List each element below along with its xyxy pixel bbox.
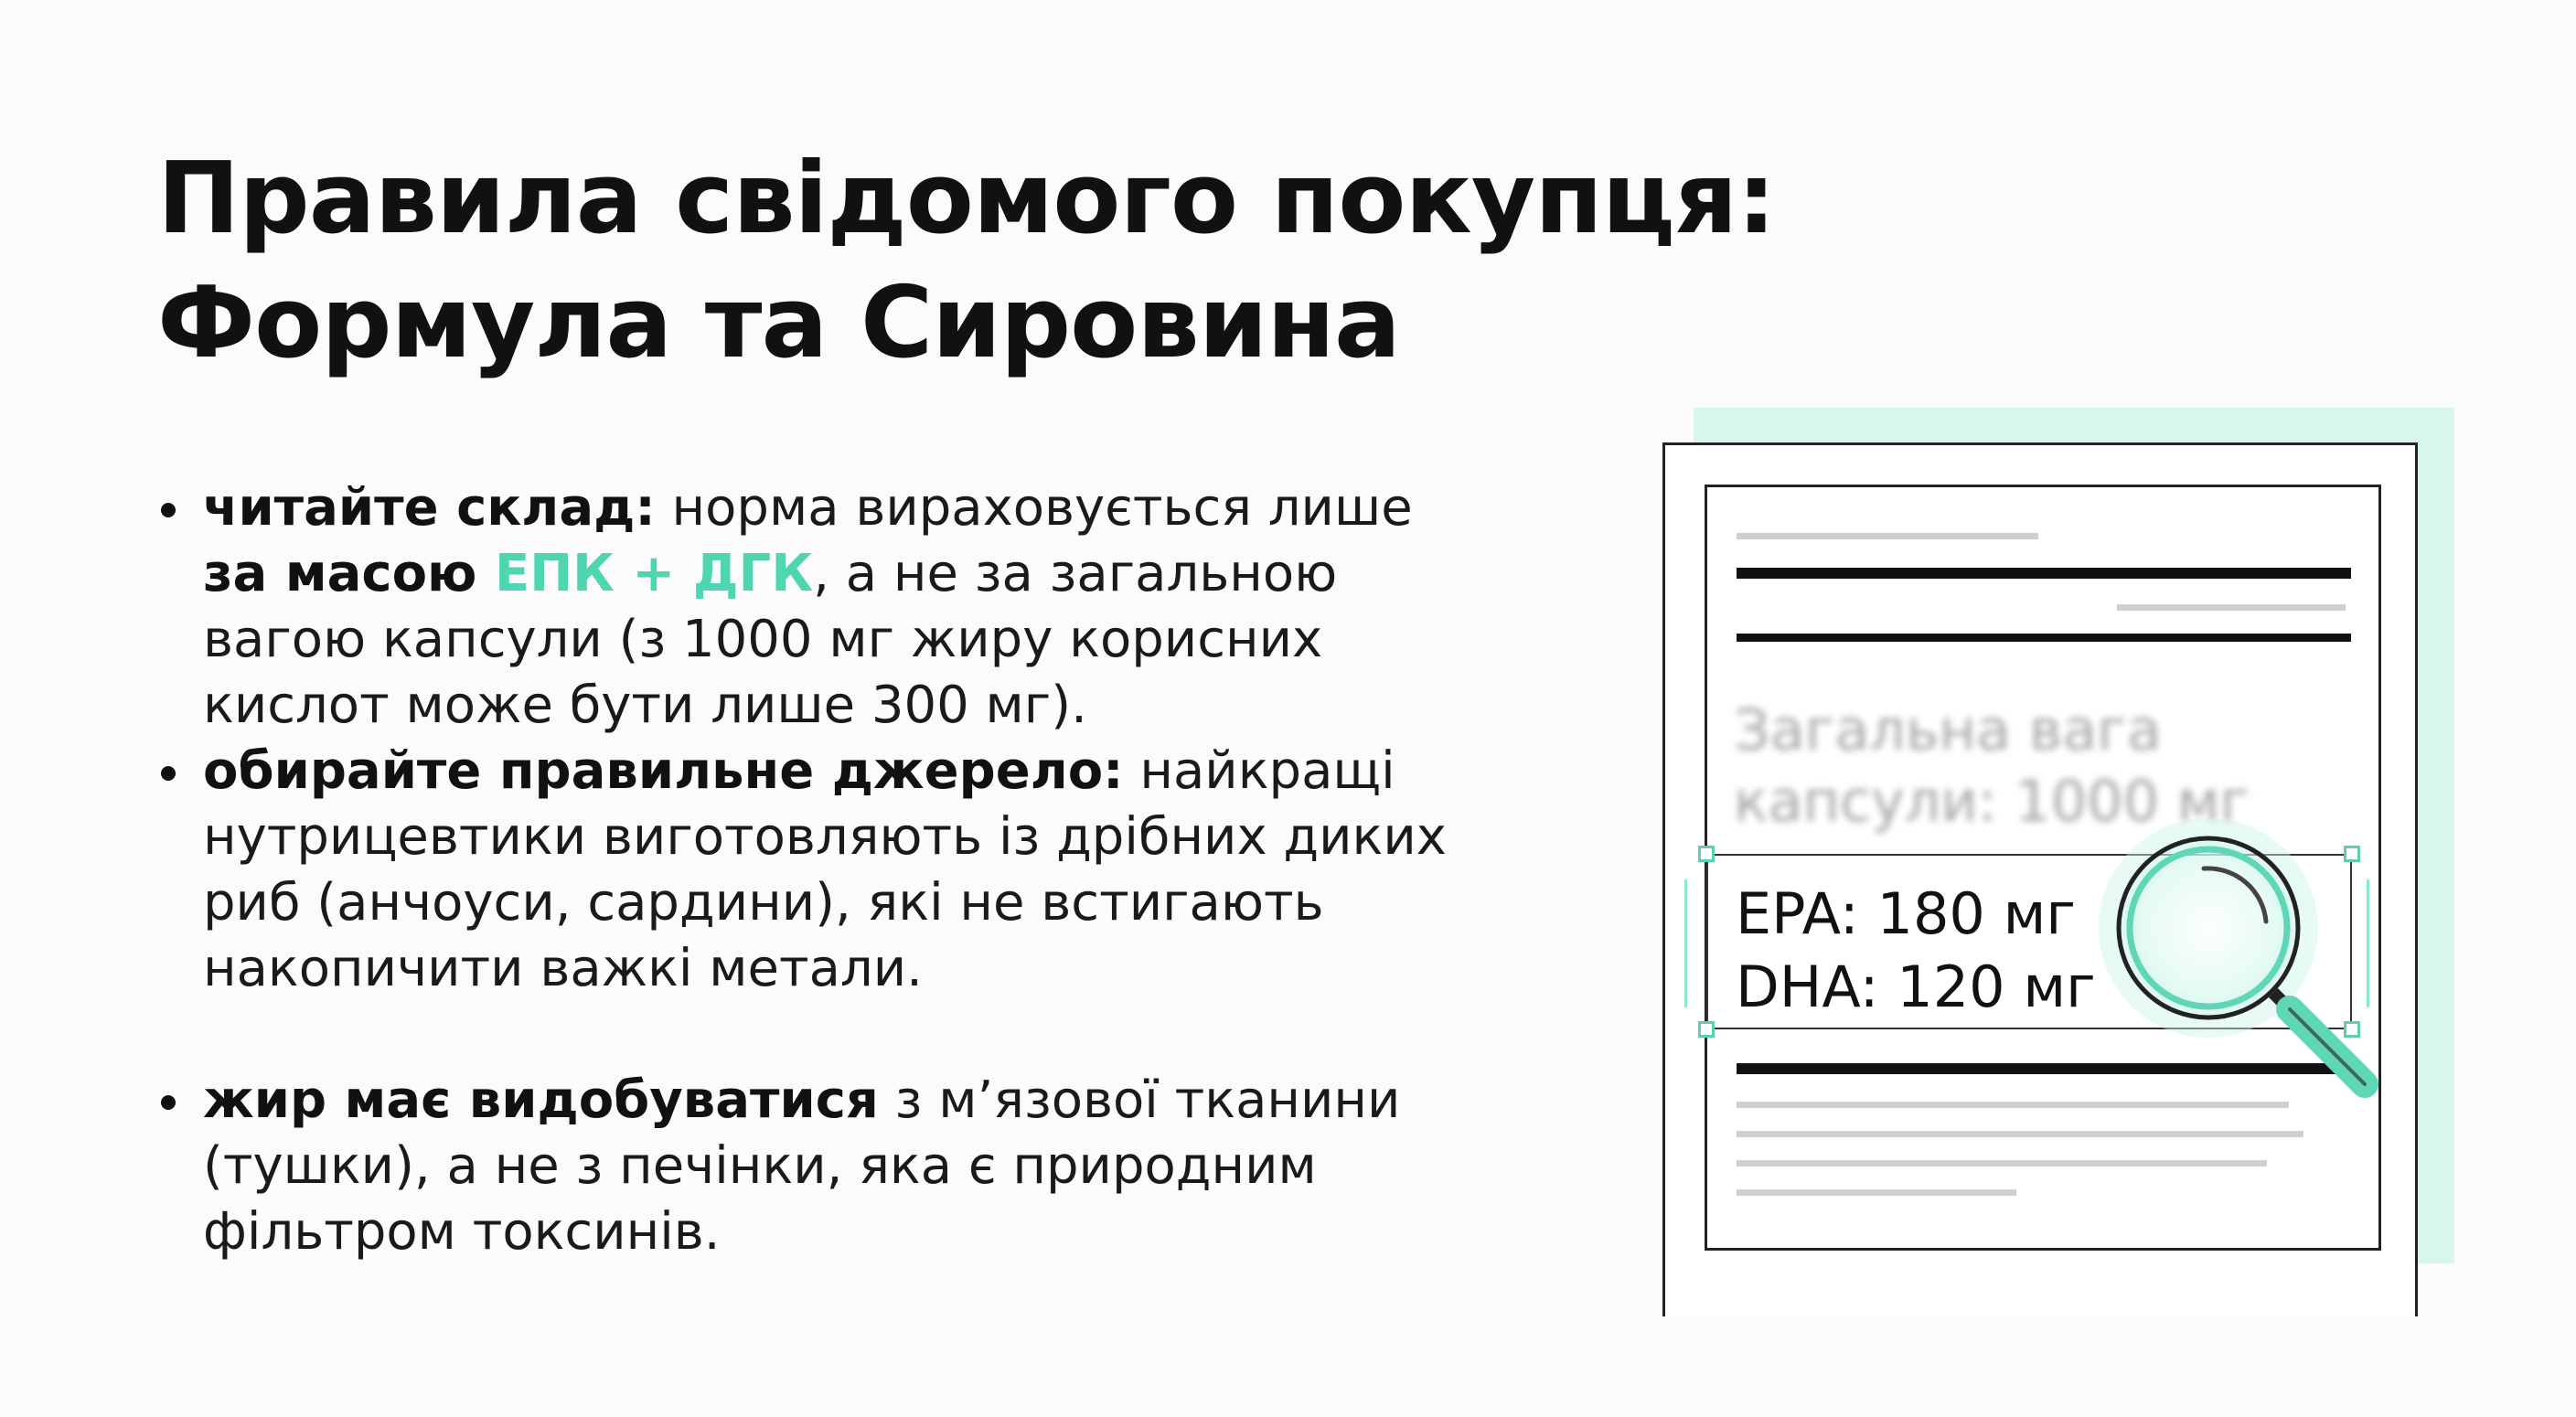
text-placeholder-line — [1737, 1131, 2303, 1137]
text-placeholder-line — [1737, 1189, 2016, 1196]
selection-handle — [1698, 1021, 1715, 1038]
rule-line — [203, 936, 1547, 1002]
title-line-2: Формула та Сировина — [157, 266, 1400, 380]
body-text: фільтром токсинів. — [203, 1202, 721, 1262]
body-text: (тушки), а не з печінки, яка є природним — [203, 1136, 1317, 1196]
heading-placeholder-line — [1737, 568, 2351, 579]
rule-item — [157, 1068, 1547, 1265]
body-text: , а не за загальною — [813, 544, 1338, 603]
rule-line — [203, 541, 1547, 607]
nutrient-values — [1736, 878, 2096, 1024]
blurred-total-weight: Загальна вага капсули: 1000 мг — [1734, 697, 2250, 835]
rule-line — [203, 1199, 1547, 1265]
selection-handle — [1698, 846, 1715, 862]
rule-line — [203, 739, 1547, 804]
bullet-dot — [161, 503, 176, 517]
body-text: норма вираховується лише — [655, 478, 1413, 538]
rules-list — [157, 475, 1547, 1265]
dha-value: DHA: 120 мг — [1736, 954, 2096, 1020]
text-placeholder-line — [1737, 1160, 2267, 1167]
body-text: найкращі — [1123, 741, 1395, 801]
rule-line — [203, 804, 1547, 870]
rule-item — [157, 475, 1547, 739]
rule-line — [203, 870, 1547, 936]
text-placeholder-line — [1737, 533, 2038, 539]
bold-text: читайте склад: — [203, 478, 656, 538]
bold-text: обирайте правильне джерело: — [203, 741, 1124, 801]
bullet-dot — [161, 1095, 176, 1110]
rule-line — [203, 1134, 1547, 1199]
body-text: вагою капсули (з 1000 мг жиру корисних — [203, 610, 1323, 669]
bold-text: за масою — [203, 544, 495, 603]
magnifier-icon — [2094, 814, 2396, 1115]
rule-line — [203, 673, 1547, 739]
rule-item — [157, 739, 1547, 1002]
title-line-1: Правила свідомого покупця: — [157, 142, 1776, 256]
body-text: кислот може бути лише 300 мг). — [203, 676, 1087, 735]
bullet-dot — [161, 766, 176, 781]
selection-edge-left — [1684, 879, 1687, 1007]
body-text: накопичити важкі метали. — [203, 939, 923, 998]
highlight-text: ЕПК + ДГК — [495, 544, 814, 603]
text-placeholder-line — [2117, 604, 2346, 611]
body-text: з м’язової тканини — [878, 1071, 1401, 1130]
page-title — [157, 137, 1775, 386]
rule-line — [203, 475, 1547, 541]
label-illustration — [1646, 402, 2469, 1316]
rule-line — [203, 1068, 1547, 1134]
rule-line — [203, 607, 1547, 673]
epa-value: EPA: 180 мг — [1736, 880, 2076, 947]
heading-placeholder-line — [1737, 634, 2351, 642]
body-text: риб (анчоуси, сардини), які не встигають — [203, 873, 1324, 932]
body-text: нутрицевтики виготовляють із дрібних диких — [203, 807, 1447, 867]
bold-text: жир має видобуватися — [203, 1071, 879, 1130]
